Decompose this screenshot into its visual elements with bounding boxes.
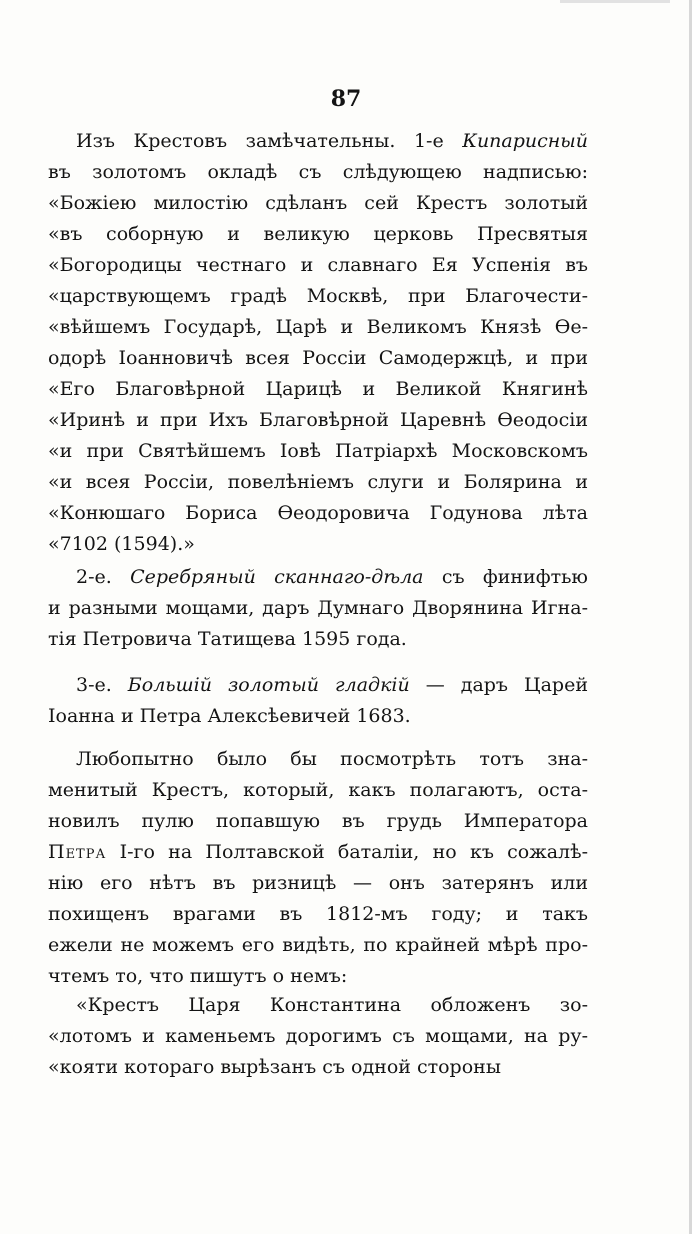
- paragraph-crosses-list: [48, 126, 588, 560]
- scan-edge-mark: [560, 0, 670, 3]
- text-run: Iоанна и Петра Алексѣевичей 1683.: [48, 705, 411, 727]
- text-line: [48, 593, 588, 624]
- text-line: [48, 868, 588, 899]
- text-run: «въ соборную и великую церковь Пресвятыя: [48, 223, 588, 245]
- italic-title: Серебряный сканнаго-дѣла: [130, 566, 424, 588]
- text-line: [48, 775, 588, 806]
- paragraph-third-cross: [48, 670, 588, 732]
- text-run: «Крестъ Царя Константина обложенъ зо-: [76, 994, 588, 1016]
- italic-title: Кипарисный: [462, 130, 589, 152]
- text-run: 2-е.: [76, 566, 131, 588]
- page-number: 87: [330, 86, 362, 112]
- text-run: ежели не можемъ его видѣть, по крайней мѣрѣ про-: [48, 934, 588, 956]
- text-line: [48, 250, 588, 281]
- paragraph-second-cross: [48, 562, 588, 655]
- text-run: — даръ Царей: [409, 674, 588, 696]
- text-run: одорѣ Iоанновичѣ всея Россiи Самодержцѣ, и при: [48, 347, 588, 369]
- text-run: новилъ пулю попавшую въ грудь Императора: [48, 810, 588, 832]
- text-run: Изъ Крестовъ замѣчательны.: [76, 130, 414, 152]
- text-line: [48, 498, 588, 529]
- paragraph-constantine-quote: [48, 990, 588, 1083]
- text-line: [48, 961, 588, 992]
- text-line: [48, 1052, 588, 1083]
- text-run: похищенъ врагами въ 1812-мъ году; и такъ: [48, 903, 588, 925]
- text-run: I-го на Полтавской баталiи, но къ сожалѣ-: [106, 841, 588, 863]
- text-run: «Божiею милостiю сдѣланъ сей Крестъ золотый: [48, 192, 588, 214]
- text-line: [48, 1021, 588, 1052]
- text-run: нiю его нѣтъ въ ризницѣ — онъ затерянъ или: [48, 872, 588, 894]
- text-run: «кояти котораго вырѣзанъ съ одной стороны: [48, 1056, 501, 1078]
- text-line: [48, 899, 588, 930]
- text-line: [48, 219, 588, 250]
- text-run: чтемъ то, что пишутъ о немъ:: [48, 965, 348, 987]
- text-line: [48, 467, 588, 498]
- text-run: въ золотомъ окладѣ съ слѣдующею надписью:: [48, 161, 588, 183]
- text-run: менитый Крестъ, который, какъ полагаютъ, оста-: [48, 779, 588, 801]
- text-line: [48, 670, 588, 701]
- text-run: «7102 (1594).»: [48, 533, 195, 555]
- text-run: «и всея Россiи, повелѣнiемъ слуги и Болярина и: [48, 471, 588, 493]
- text-line: [48, 343, 588, 374]
- text-line: [48, 281, 588, 312]
- text-run: и разными мощами, даръ Думнаго Дворянина Игна-: [48, 597, 588, 619]
- text-line: [48, 701, 588, 732]
- text-run: Любопытно было бы посмотрѣть тотъ зна-: [76, 748, 588, 770]
- text-line: [48, 405, 588, 436]
- text-run: «царствующемъ градѣ Москвѣ, при Благочести-: [48, 285, 588, 307]
- text-run: «Конюшаго Бориса Ѳеодоровича Годунова лѣта: [48, 502, 588, 524]
- text-line: [48, 126, 588, 157]
- text-line: [48, 374, 588, 405]
- text-run: «Иринѣ и при Ихъ Благовѣрной Царевнѣ Ѳеодосiи: [48, 409, 588, 431]
- text-line: [48, 312, 588, 343]
- text-line: [48, 930, 588, 961]
- text-line: [48, 806, 588, 837]
- text-line: [48, 562, 588, 593]
- text-run: «Богородицы честнаго и славнаго Ея Успенiя въ: [48, 254, 588, 276]
- text-line: [48, 744, 588, 775]
- text-run: 3-е.: [76, 674, 128, 696]
- text-run: «и при Святѣйшемъ Iовѣ Патрiархѣ Московскомъ: [48, 440, 588, 462]
- text-line: [48, 157, 588, 188]
- text-line: [48, 624, 588, 655]
- text-run: «лотомъ и каменьемъ дорогимъ съ мощами, на ру-: [48, 1025, 588, 1047]
- text-run: «Его Благовѣрной Царицѣ и Великой Княгинѣ: [48, 378, 588, 400]
- text-line: [48, 837, 588, 868]
- text-run: «вѣйшемъ Государѣ, Царѣ и Великомъ Князѣ Ѳе-: [48, 316, 588, 338]
- text-line: [48, 188, 588, 219]
- text-run: тiя Петровича Татищева 1595 года.: [48, 628, 407, 650]
- text-line: [48, 436, 588, 467]
- text-line: [48, 990, 588, 1021]
- text-run: 1-е: [413, 130, 463, 152]
- text-run: съ финифтью: [423, 566, 588, 588]
- paragraph-famous-cross: [48, 744, 588, 992]
- small-caps-name: Петра: [48, 841, 107, 863]
- italic-title: Большiй золотый гладкiй: [127, 674, 410, 696]
- text-line: [48, 529, 588, 560]
